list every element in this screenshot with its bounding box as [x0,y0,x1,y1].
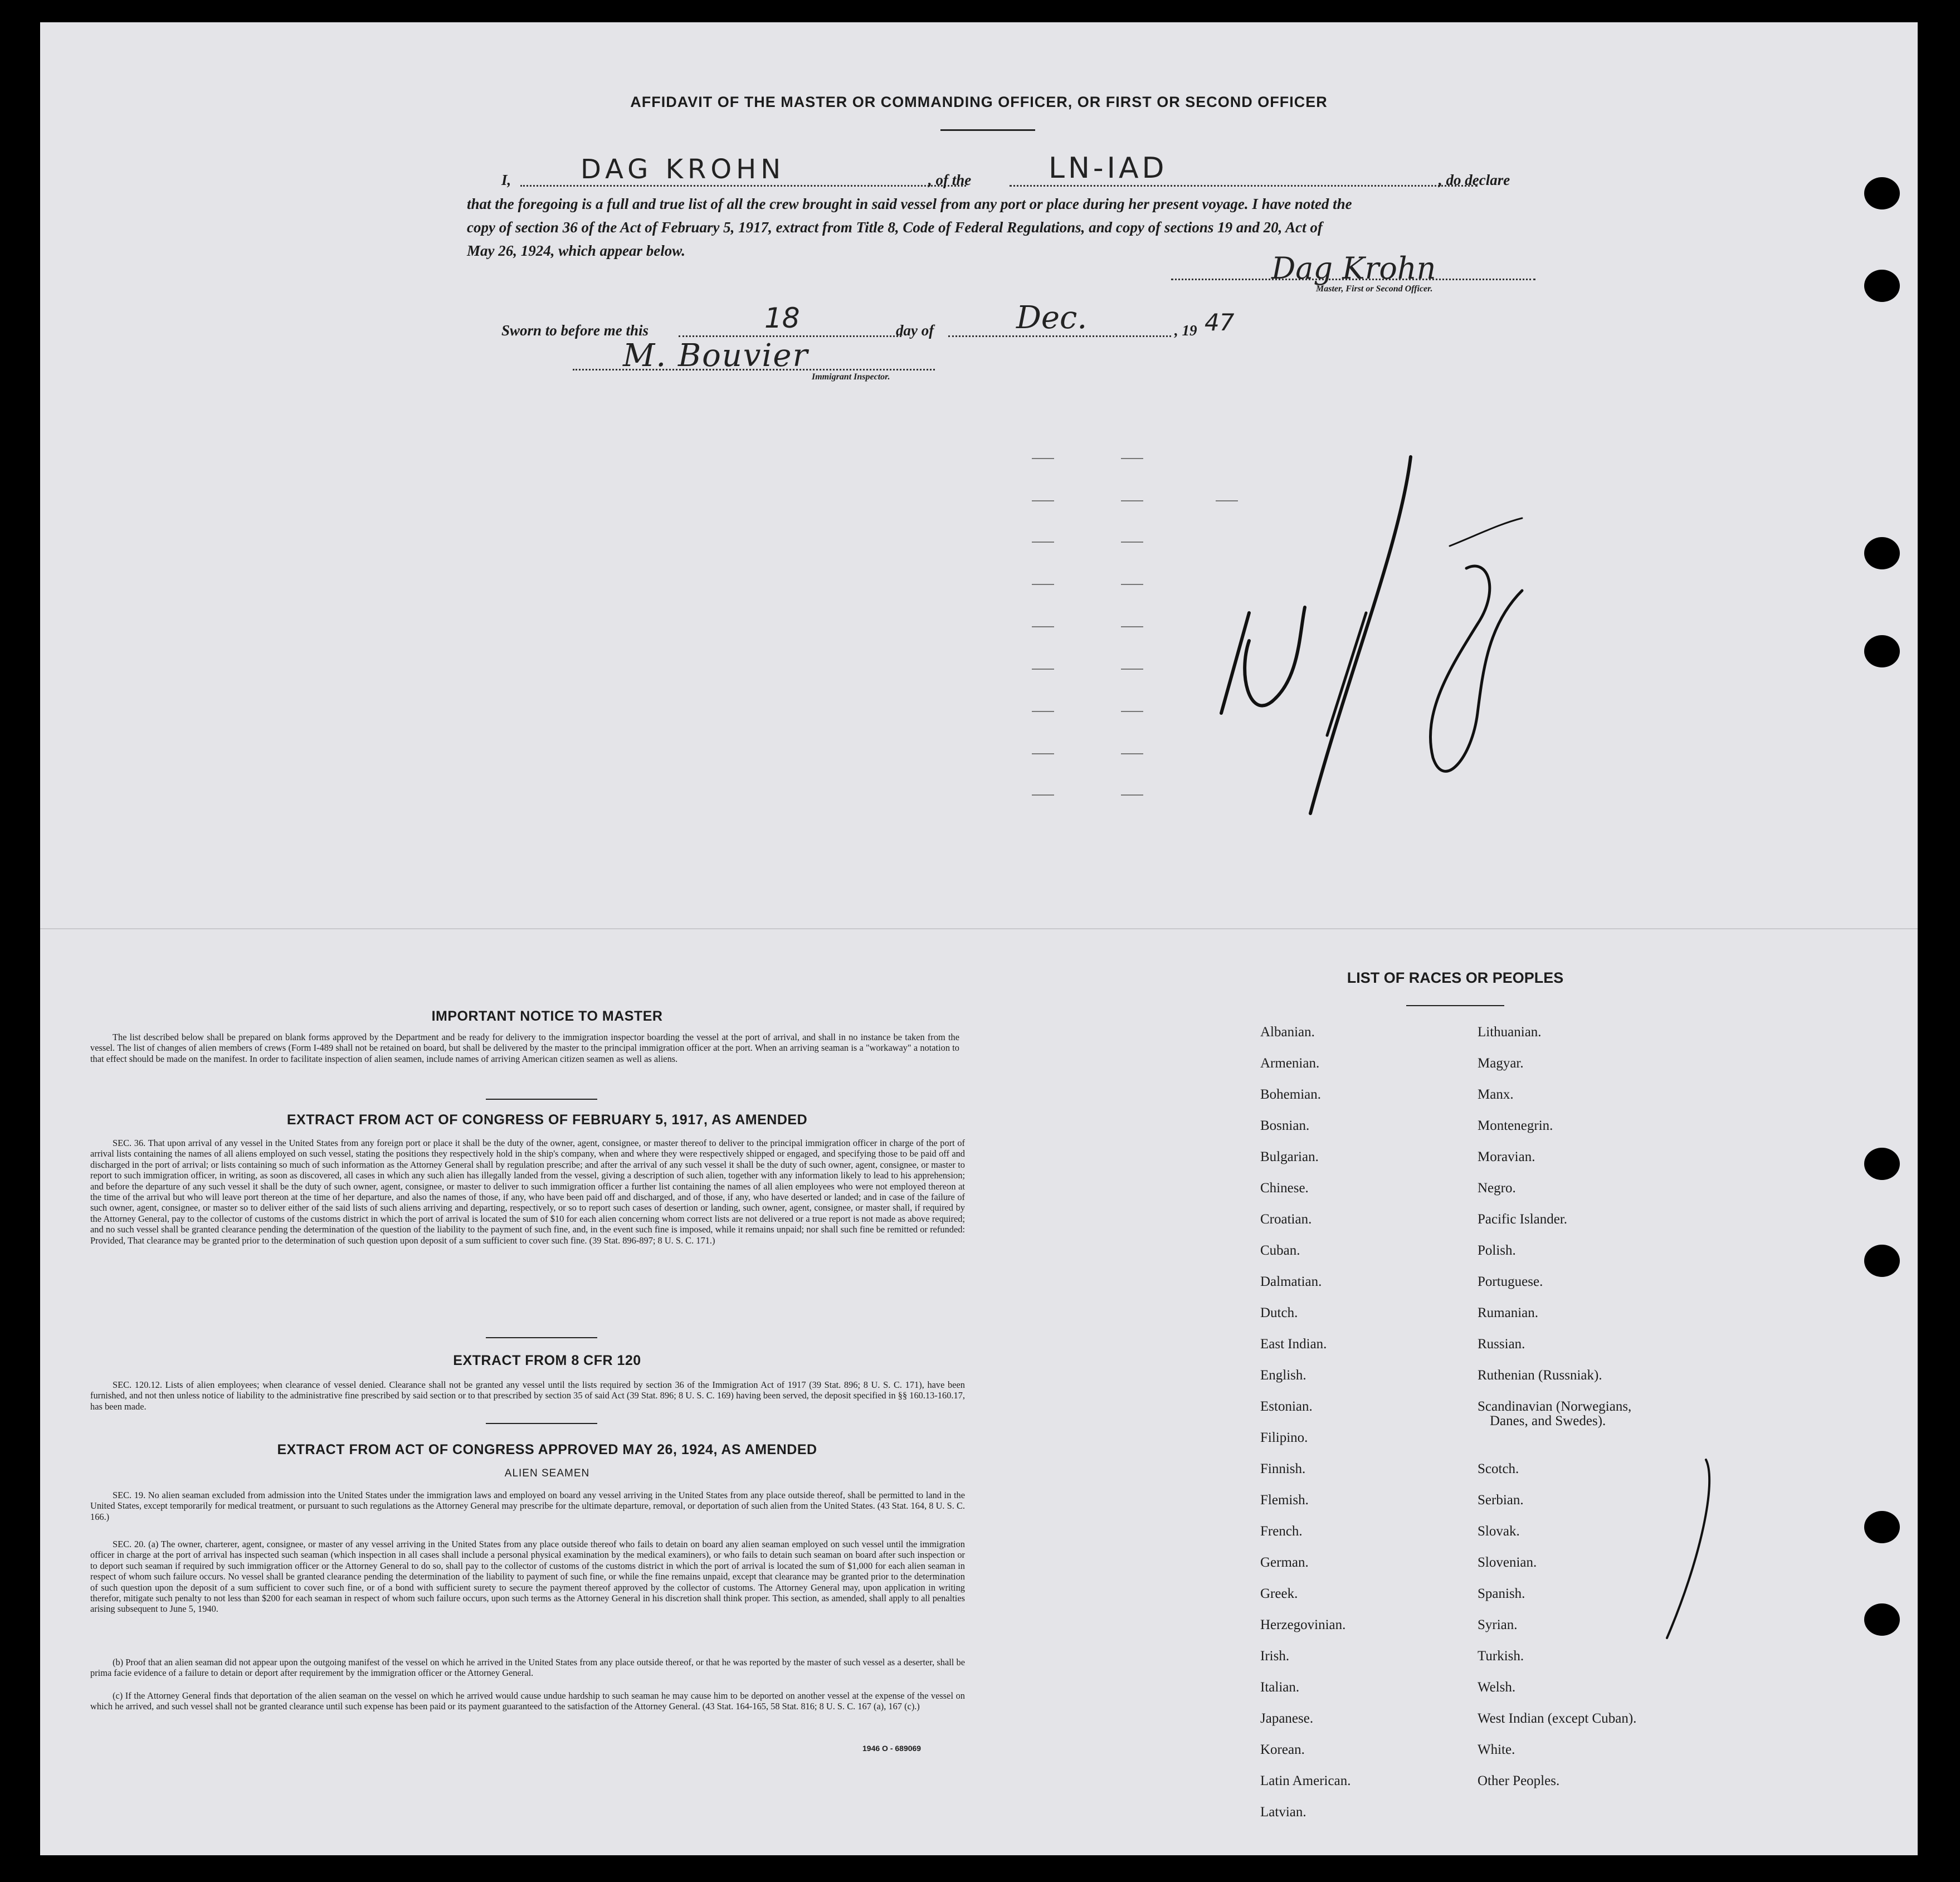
races-column-2 [1478,1024,1636,1804]
binder-hole [1864,1511,1900,1543]
race-item: Filipino. [1260,1430,1308,1445]
race-item: Japanese. [1260,1711,1314,1726]
race-item: Turkish. [1478,1649,1524,1664]
race-item: Serbian. [1478,1493,1524,1508]
sec-20b-text: (b) Proof that an alien seaman did not appear upon the outgoing manifest of the vessel on which he arrived in the United States from any place outside thereof, or that he was reported by the master of such vessel as a deserter, shall be prima facie evidence of a failure to detain or deport after requirement by the immigration officer or the Attorney General. [90,1657,965,1679]
ditto-mark [1032,794,1054,796]
extract-cfr-rule [486,1423,597,1424]
race-item: Armenian. [1260,1056,1320,1071]
race-item: Other Peoples. [1478,1773,1560,1788]
race-item: Danes, and Swedes). [1490,1413,1606,1428]
race-item: Ruthenian (Russniak). [1478,1368,1602,1383]
master-name: DAG KROHN [581,154,786,185]
extract-1917-text: SEC. 36. That upon arrival of any vessel in the United States from any foreign port or place it shall be the duty of the owner, agent, consignee, or master thereof to deliver to the principal immigration officer in charge of the port of arrival lists containing the names of all aliens employed on such vessel, stating the positions they respectively hold in the ship's company, when and where they were respectively shipped or engaged, and specifying those to be paid off and discharged in the port of arrival; or lists containing so much of such information as the Attorney General shall by regulation prescribe; and after the arrival of any such vessel it shall be the duty of such owner, agent, consignee, or master to report to such immigration officer, in writing, as soon as discovered, all cases in which any such alien has illegally landed from the vessel, giving a description of such alien, together with any information likely to lead to his apprehension; and before the departure of any such vessel it shall be the duty of such owner, agent, consignee, or master to deliver to such immigration officer a further list containing the names of all alien employees who were not employed thereon at the time of the arrival but who will leave port thereon at the time of her departure, and also the names of those, if any, who have been paid off and discharged, and of those, if any, who have deserted or landed; and in case of the failure of such owner, agent, consignee, or master so to deliver either of the said lists of such aliens arriving and departing, respectively, or so to report such cases of desertion or landing, such owner, agent, consignee, or master shall, if required by the Attorney General, pay to the collector of customs of the customs district in which the port of arrival is located the sum of $10 for each alien concerning whom correct lists are not delivered or a true report is not made as above required; and no such vessel shall be granted clearance pending the determination of the question of the liability to the payment of such fine, and, in the event such fine is imposed, while it remains unpaid; nor shall such fine be remitted or refunded: Provided, That clearance may be granted prior to the determination of such question upon deposit of a sum sufficient to cover such fine. (39 Stat. 896-897; 8 U. S. C. 171.) [90,1138,965,1246]
ditto-mark [1121,626,1143,627]
affidavit-title: AFFIDAVIT OF THE MASTER OR COMMANDING OFFICER, OR FIRST OR SECOND OFFICER [630,94,1328,110]
races-column-1 [1260,1024,1350,1835]
race-item: Flemish. [1260,1493,1309,1508]
master-signature: Dag Krohn [1271,251,1436,286]
race-item: Latin American. [1260,1773,1351,1788]
binder-hole [1864,270,1900,302]
fold-line [40,928,1918,929]
race-item: Latvian. [1260,1805,1306,1820]
sworn-month: Dec. [1016,300,1088,336]
race-item: White. [1478,1742,1515,1757]
ditto-mark [1032,584,1054,585]
races-title-rule [1406,1005,1504,1006]
race-item: Greek. [1260,1586,1298,1601]
race-item: Moravian. [1478,1149,1535,1164]
inspector-caption: Immigrant Inspector. [812,372,890,382]
notice-title: IMPORTANT NOTICE TO MASTER [431,1008,663,1024]
race-item: Albanian. [1260,1025,1315,1040]
ditto-mark [1032,711,1054,712]
affidavit-line2: that the foregoing is a full and true list of all the crew brought in said vessel from any port or place during her present voyage. I have noted the [467,196,1352,212]
race-item: Slovak. [1478,1524,1520,1539]
race-item: Bulgarian. [1260,1149,1319,1164]
extract-cfr-text: SEC. 120.12. Lists of alien employees; when clearance of vessel denied. Clearance shall not be granted any vessel until the lists required by section 36 of the Immigration Act of 1917 (39 Stat. 896; 8 U. S. C. 171), have been furnished, and not then unless notice of liability to the administrative fine prescribed by said section or to that prescribed by section 35 of said Act (39 Stat. 896; 8 U. S. C. 169) having been served, the deposit specified in §§ 160.13-160.17, has been made. [90,1379,965,1412]
sworn-day: 18 [764,302,800,334]
day-of-label: day of [896,322,934,339]
year-prefix: , 19 [1174,322,1197,339]
race-item: Croatian. [1260,1212,1312,1227]
ditto-mark [1121,542,1143,543]
race-item: Scandinavian (Norwegians, [1478,1399,1632,1414]
print-code: 1946 O - 689069 [862,1744,922,1753]
race-item: German. [1260,1555,1309,1570]
pen-stroke [1645,1449,1756,1671]
ditto-mark [1032,669,1054,670]
race-item: Korean. [1260,1742,1305,1757]
ditto-mark [1121,753,1143,754]
declare-label: , do declare [1439,172,1510,188]
ditto-mark [1032,626,1054,627]
race-item: English. [1260,1368,1306,1383]
sworn-prefix: Sworn to before me this [501,322,649,339]
binder-hole [1864,1148,1900,1180]
extract-cfr-title: EXTRACT FROM 8 CFR 120 [453,1353,641,1368]
ditto-mark [1032,753,1054,754]
race-item: Bohemian. [1260,1087,1322,1102]
race-item: Italian. [1260,1680,1300,1695]
ditto-mark [1121,458,1143,459]
binder-hole [1864,635,1900,667]
ditto-mark [1032,542,1054,543]
document-sheet [40,22,1918,1855]
title-rule [940,129,1035,131]
year-suffix: 47 [1205,309,1235,336]
vessel-name: LN-IAD [1049,152,1168,185]
races-title: LIST OF RACES OR PEOPLES [1347,969,1564,986]
race-item: French. [1260,1524,1303,1539]
race-item: Lithuanian. [1478,1025,1542,1040]
race-item: East Indian. [1260,1337,1327,1352]
ditto-mark [1121,500,1143,501]
race-item: Spanish. [1478,1586,1525,1601]
affidavit-intro: I, [501,172,511,188]
of-the-label: , of the [928,172,972,188]
inspector-signature: M. Bouvier [623,338,809,374]
ditto-mark [1121,794,1143,796]
race-item: Negro. [1478,1181,1516,1196]
race-item: Cuban. [1260,1243,1300,1258]
extract-1924-title: EXTRACT FROM ACT OF CONGRESS APPROVED MAY 26, 1924, AS AMENDED [277,1442,817,1457]
race-item: Dalmatian. [1260,1274,1322,1289]
notice-text: The list described below shall be prepared on blank forms approved by the Department and be ready for delivery to the immigration inspector boarding the vessel at the port of arrival, and shall in no instance be taken from the vessel. The list of changes of alien members of crews (Form I-489 shall not be retained on board, but shall be delivered by the master to the principal immigration officer at the port. When an arriving seaman is a "workaway" a notation to that effect should be made on the manifest. In order to facilitate inspection of alien seamen, include names of arriving American citizen seamen as well as aliens. [90,1032,959,1064]
extract-1917-rule [486,1337,597,1338]
race-item: Chinese. [1260,1181,1309,1196]
ditto-mark [1032,500,1054,501]
race-item: Welsh. [1478,1680,1516,1695]
race-item: Dutch. [1260,1305,1298,1320]
ditto-mark [1121,711,1143,712]
race-item: Montenegrin. [1478,1118,1553,1133]
race-item: Polish. [1478,1243,1516,1258]
binder-hole [1864,1603,1900,1636]
race-item: Magyar. [1478,1056,1524,1071]
race-item: Scotch. [1478,1461,1519,1476]
binder-hole [1864,537,1900,569]
ditto-mark [1121,669,1143,670]
sec-20c-text: (c) If the Attorney General finds that deportation of the alien seaman on the vessel on which he arrived would cause undue hardship to such seaman he may cause him to be deported on another vessel at the expense of the vessel on which he arrived, and such vessel shall not be granted clearance until such expense has been paid or its payment guaranteed to the satisfaction of the Attorney General. (43 Stat. 164-165, 58 Stat. 816; 8 U. S. C. 167 (a), 167 (c).) [90,1690,965,1712]
race-item: Manx. [1478,1087,1514,1102]
sec-19-text: SEC. 19. No alien seaman excluded from admission into the United States under the immigration laws and employed on board any vessel arriving in the United States from any place outside thereof, shall be permitted to land in the United States, except temporarily for medical treatment, or pursuant to such regulations as the Attorney General may prescribe for the ultimate departure, removal, or deportation of such alien from the United States. (43 Stat. 164, 8 U. S. C. 166.) [90,1490,965,1522]
race-item: Slovenian. [1478,1555,1537,1570]
race-item: Syrian. [1478,1617,1518,1632]
handwritten-date-drawing [1188,423,1689,869]
sec-20a-text: SEC. 20. (a) The owner, charterer, agent, consignee, or master of any vessel arriving in the United States from any place outside thereof who fails to detain on board any alien seaman employed on such vessel until the immigration officer in charge at the port of arrival has inspected such seaman (which inspection in all cases shall include a personal physical examination by the medical examiners), or who fails to detain such seaman on board after such inspection or to deport such seaman if required by such immigration officer or the Attorney General to do so, shall pay to the collector of customs of the customs district in which the port of arrival is located the sum of $1,000 for each alien seaman in respect of whom such failure occurs. No vessel shall be granted clearance pending the determination of the liability to payment of such fine, or while the fine remains unpaid, except that clearance may be granted prior to the determination of such question upon the deposit of a sum sufficient to cover such fine, or of a bond with sufficient surety to secure the payment thereof approved by the collector of customs. The Attorney General may, upon application in writing therefor, mitigate such penalty to not less than $200 for each seaman in respect of whom such failure occurs, upon such terms as the Attorney General in his discretion shall think proper. This section, as amended, shall apply to all penalties arising subsequent to June 5, 1940. [90,1539,965,1615]
race-item: Pacific Islander. [1478,1212,1568,1227]
affidavit-line3: copy of section 36 of the Act of February 5, 1917, extract from Title 8, Code of Federal Regulations, and copy of sections 19 and 20, Act of [467,219,1323,236]
extract-1924-subtitle: ALIEN SEAMEN [504,1467,590,1479]
race-item: West Indian (except Cuban). [1478,1711,1637,1726]
race-item: Bosnian. [1260,1118,1310,1133]
race-item: Irish. [1260,1649,1290,1664]
race-item: Herzegovinian. [1260,1617,1346,1632]
binder-hole [1864,177,1900,209]
binder-hole [1864,1245,1900,1277]
race-item: Finnish. [1260,1461,1306,1476]
affidavit-line4: May 26, 1924, which appear below. [467,242,686,259]
master-signature-caption: Master, First or Second Officer. [1316,284,1433,294]
vessel-line [1010,185,1478,187]
race-item: Estonian. [1260,1399,1313,1414]
master-name-line [520,185,966,187]
race-item: Portuguese. [1478,1274,1543,1289]
race-item: Rumanian. [1478,1305,1539,1320]
ditto-mark [1121,584,1143,585]
sworn-day-line [679,335,901,337]
extract-1917-title: EXTRACT FROM ACT OF CONGRESS OF FEBRUARY 5, 1917, AS AMENDED [286,1112,808,1128]
notice-rule [486,1099,597,1100]
ditto-mark [1032,458,1054,459]
race-item: Russian. [1478,1337,1525,1352]
